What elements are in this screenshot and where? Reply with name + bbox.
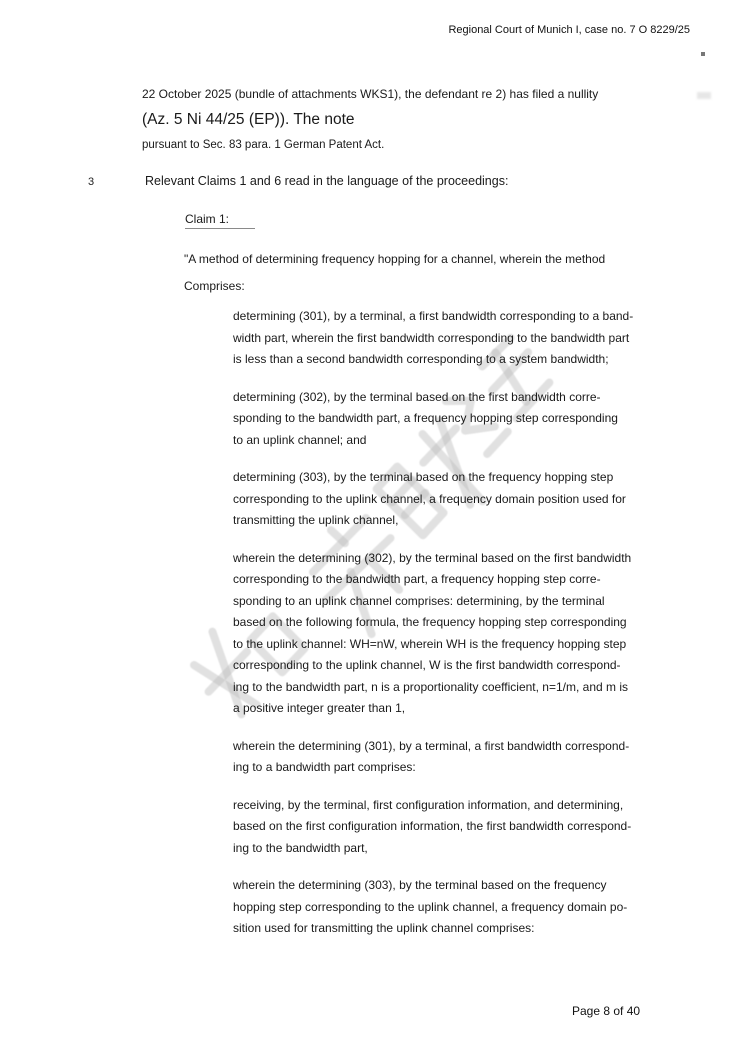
intro-paragraph — [142, 84, 682, 156]
case-reference: Regional Court of Munich I, case no. 7 O 8229/25 — [448, 24, 690, 36]
claim-wherein-302: wherein the determining (302), by the terminal based on the first bandwidth corresponding to the bandwidth part, a frequency hopping step corre- sponding to an uplink channel comprises: determining, by the terminal based on the following formula, the frequency hopping step corresponding to the uplink channel: WH=nW, wherein WH is the frequency hopping step corresponding to the uplink channel, W is the first bandwidth correspond- ing to the bandwidth part, n is a proportionality coefficient, n=1/m, and m is a positive integer greater than 1, — [233, 550, 632, 715]
intro-line-2: (Az. 5 Ni 44/25 (EP)). The note — [142, 111, 355, 128]
scan-artifact-smudge — [697, 92, 711, 99]
claim-receiving: receiving, by the terminal, first configuration information, and determining, based on the first configuration information, the first bandwidth correspond- ing to the bandwidth part, — [233, 797, 632, 855]
intro-line-3: pursuant to Sec. 83 para. 1 German Patent Act. — [142, 139, 385, 151]
claim-1-heading-label: Claim 1: — [185, 212, 255, 229]
claim-1-preamble: "A method of determining frequency hopping for a channel, wherein the method Comprises: — [184, 252, 606, 293]
claim-step-302: determining (302), by the terminal based on the first bandwidth corre- sponding to the bandwidth part, a frequency hopping step corresponding to an uplink channel; and — [233, 389, 618, 447]
scan-artifact-dot — [701, 52, 705, 56]
claim-step-303: determining (303), by the terminal based on the frequency hopping step corresponding to the uplink channel, a frequency domain position used for transmitting the uplink channel, — [233, 470, 626, 527]
claim-wherein-303: wherein the determining (303), by the terminal based on the frequency hopping step corresponding to the uplink channel, a frequency domain po- sition used for transmitting the uplink channel comprises: — [233, 878, 628, 935]
claim-wherein-301: wherein the determining (301), by a terminal, a first bandwidth correspond- ing to a bandwidth part comprises: — [233, 738, 630, 774]
page-number: Page 8 of 40 — [572, 1004, 641, 1018]
claim-step-301: determining (301), by a terminal, a first bandwidth corresponding to a band- width part, wherein the first bandwidth corresponding to the bandwidth part is less than a second bandwidth corresponding to a system bandwidth; — [233, 309, 634, 366]
claim-1-heading — [185, 212, 255, 229]
intro-line-1: 22 October 2025 (bundle of attachments WKS1), the defendant re 2) has filed a nullity — [142, 87, 599, 101]
margin-paragraph-number: 3 — [88, 176, 95, 188]
paragraph-3-text: Relevant Claims 1 and 6 read in the language of the proceedings: — [145, 174, 509, 188]
claim-1-body — [233, 306, 679, 956]
page-header — [448, 24, 690, 36]
